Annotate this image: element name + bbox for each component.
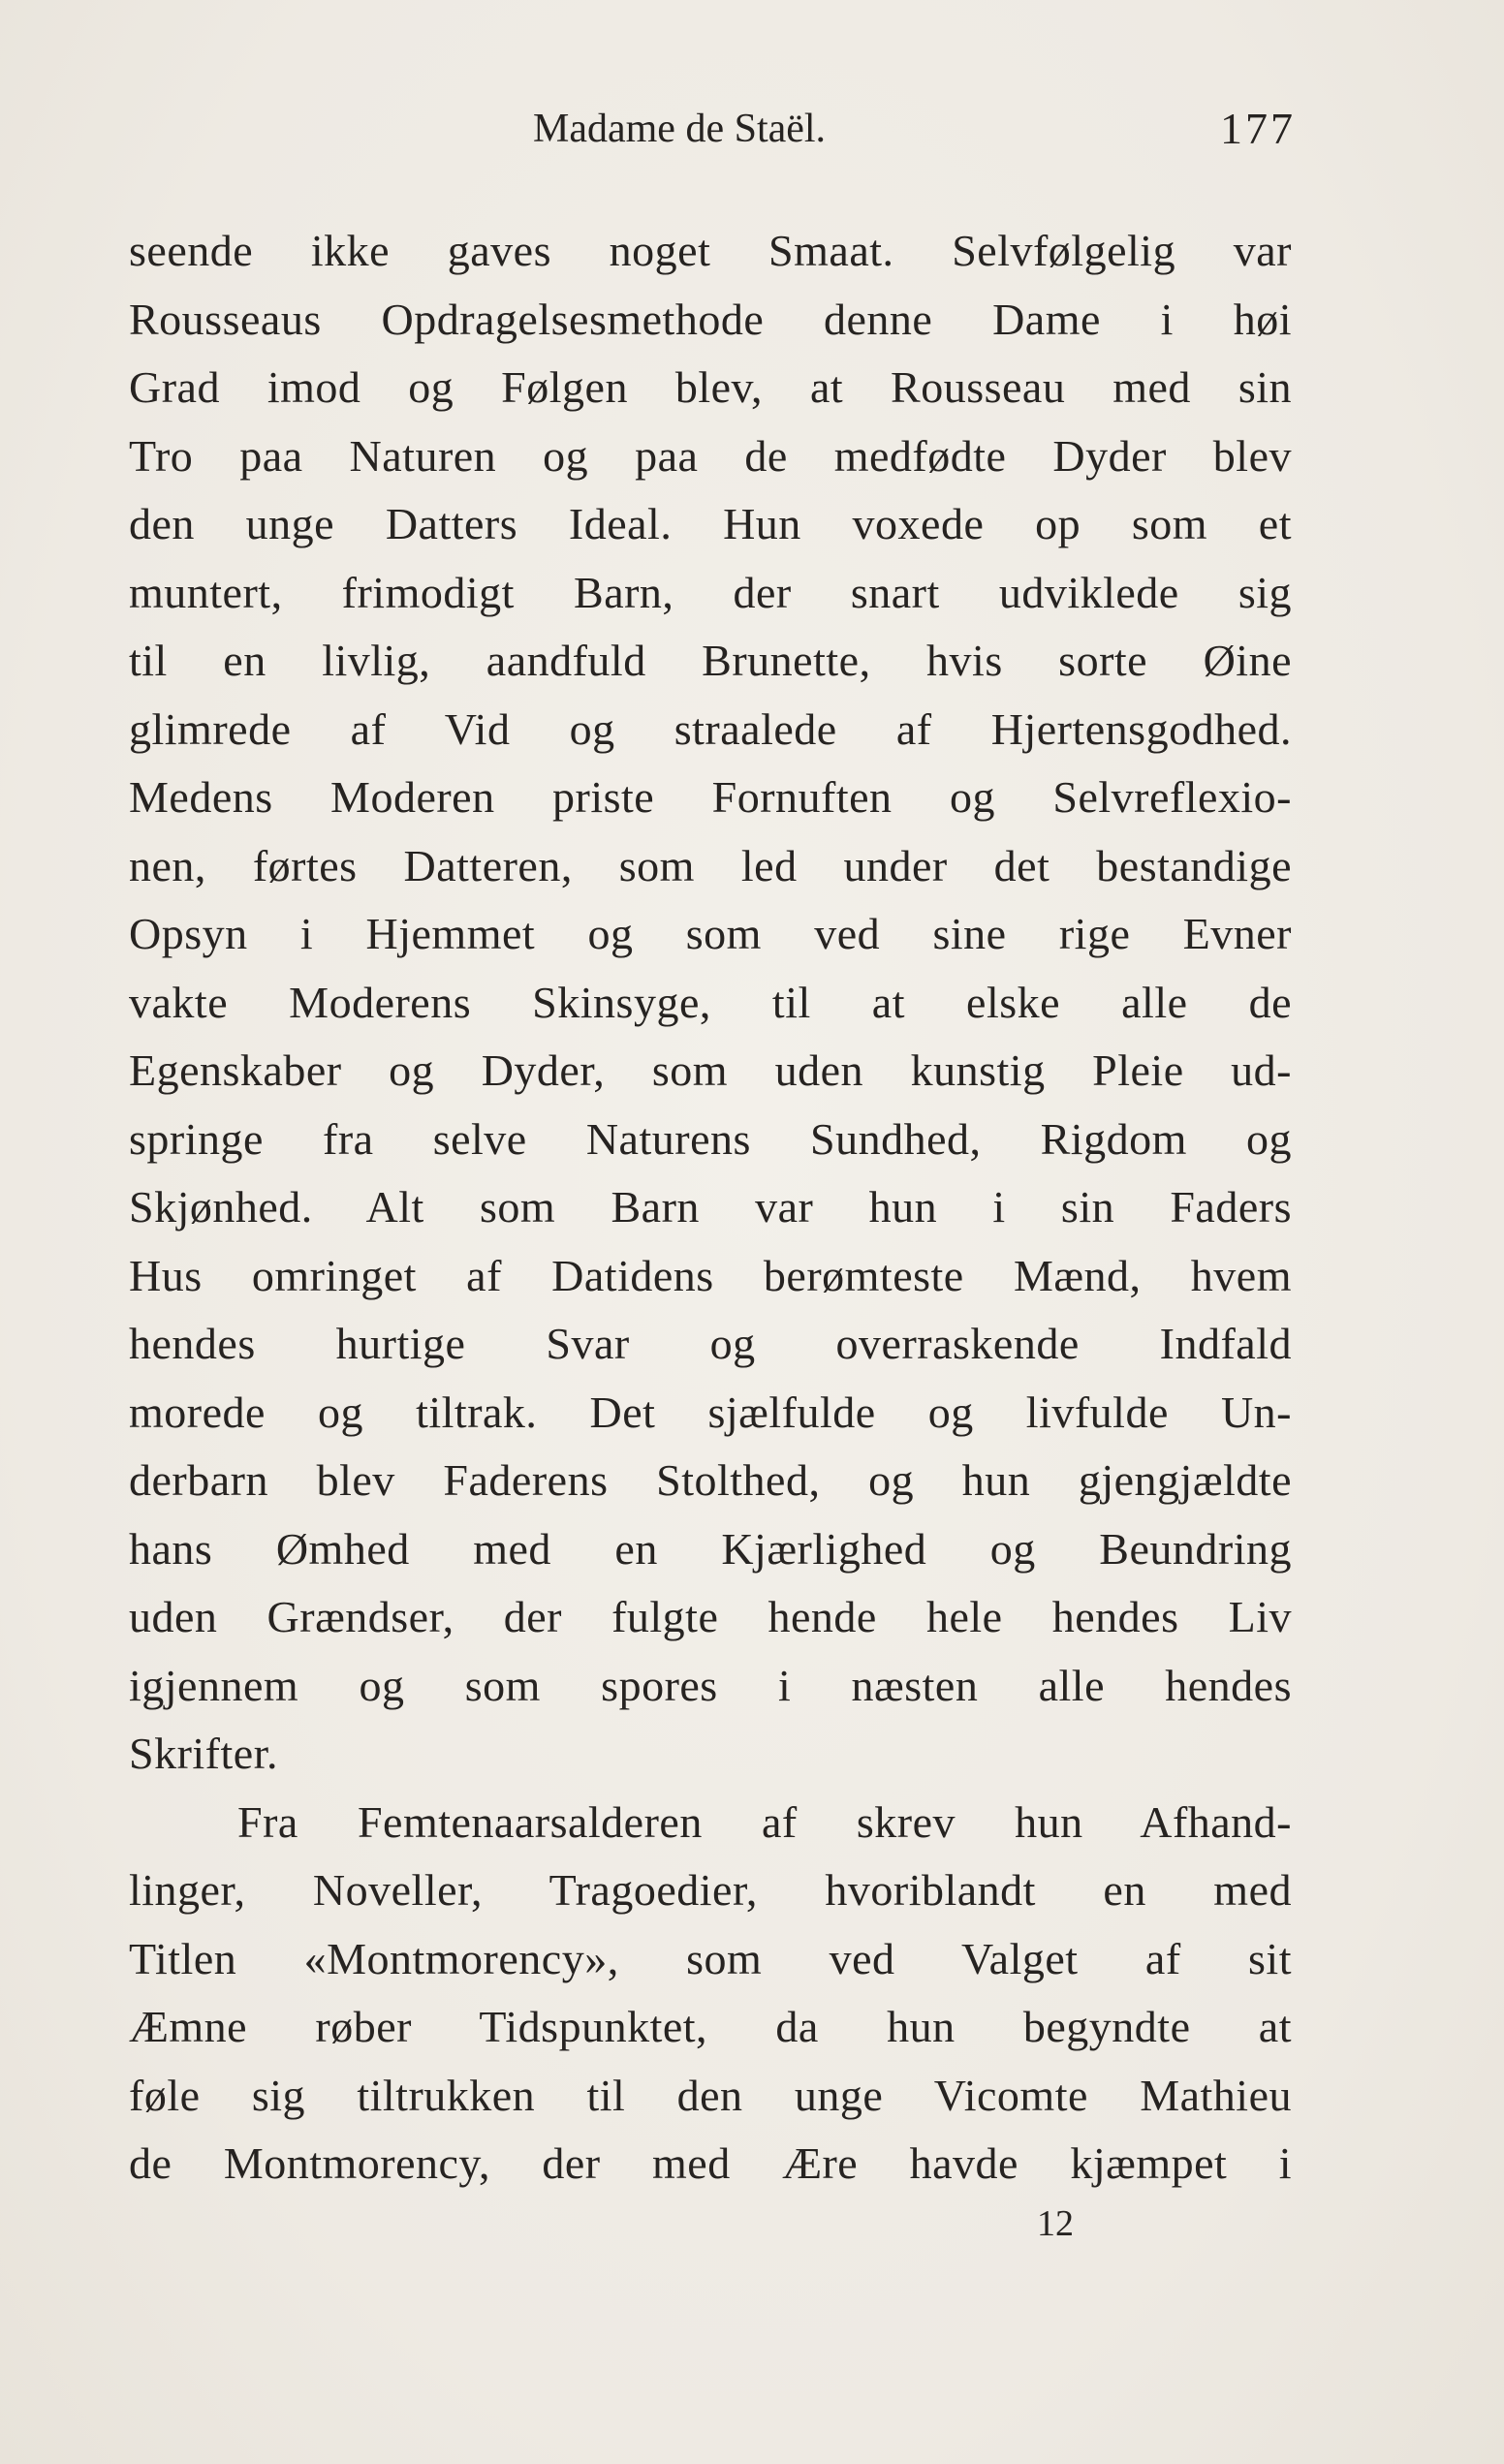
- text-line: muntert, frimodigt Barn, der snart udviklede sig: [129, 567, 1292, 617]
- text-line: Hus omringet af Datidens berømteste Mænd, hvem: [129, 1250, 1292, 1300]
- text-line-paragraph-end: Skrifter.: [129, 1729, 278, 1778]
- text-line-paragraph-start: Fra Femtenaarsalderen af skrev hun Afhand-: [237, 1796, 1292, 1847]
- text-line: derbarn blev Faderens Stolthed, og hun gjengjældte: [129, 1455, 1292, 1505]
- text-line: Rousseaus Opdragelsesmethode denne Dame i høi: [129, 294, 1292, 344]
- text-line: til en livlig, aandfuld Brunette, hvis sorte Øine: [129, 636, 1292, 685]
- text-line: seende ikke gaves noget Smaat. Selvfølgelig var: [129, 226, 1292, 275]
- text-line: morede og tiltrak. Det sjælfulde og livfulde Un-: [129, 1387, 1292, 1437]
- text-line: føle sig tiltrukken til den unge Vicomte Mathieu: [129, 2070, 1292, 2120]
- text-line: Æmne røber Tidspunktet, da hun begyndte at: [129, 2002, 1292, 2051]
- text-line: hans Ømhed med en Kjærlighed og Beundring: [129, 1523, 1292, 1574]
- body-text: [129, 217, 1292, 2199]
- running-head: [126, 100, 1299, 158]
- text-line: Skjønhed. Alt som Barn var hun i sin Faders: [129, 1182, 1292, 1232]
- text-line: de Montmorency, der med Ære havde kjæmpet i: [129, 2138, 1292, 2188]
- text-line: linger, Noveller, Tragoedier, hvoriblandt en med: [129, 1865, 1292, 1915]
- text-line: springe fra selve Naturens Sundhed, Rigdom og: [129, 1113, 1292, 1164]
- text-line: Grad imod og Følgen blev, at Rousseau med sin: [129, 362, 1292, 412]
- text-line: Opsyn i Hjemmet og som ved sine rige Evner: [129, 909, 1292, 958]
- text-line: vakte Moderens Skinsyge, til at elske alle de: [129, 977, 1292, 1027]
- text-line: Tro paa Naturen og paa de medfødte Dyder blev: [129, 430, 1292, 481]
- text-line: igjennem og som spores i næsten alle hendes: [129, 1660, 1292, 1710]
- text-line: glimrede af Vid og straalede af Hjertensgodhed.: [129, 703, 1292, 754]
- text-line: Medens Moderen priste Fornuften og Selvreflexio-: [129, 772, 1292, 822]
- signature-mark: 12: [1037, 2203, 1074, 2244]
- running-title: Madame de Staël.: [533, 107, 827, 151]
- text-line: nen, førtes Datteren, som led under det bestandige: [129, 840, 1292, 890]
- text-line: Titlen «Montmorency», som ved Valget af sit: [129, 1933, 1292, 1983]
- text-line: Egenskaber og Dyder, som uden kunstig Pleie ud-: [129, 1045, 1292, 1095]
- text-line: hendes hurtige Svar og overraskende Indfald: [129, 1319, 1292, 1368]
- page-number: 177: [1220, 104, 1296, 153]
- text-line: den unge Datters Ideal. Hun voxede op som et: [129, 499, 1292, 548]
- text-line: uden Grændser, der fulgte hende hele hendes Liv: [129, 1592, 1292, 1641]
